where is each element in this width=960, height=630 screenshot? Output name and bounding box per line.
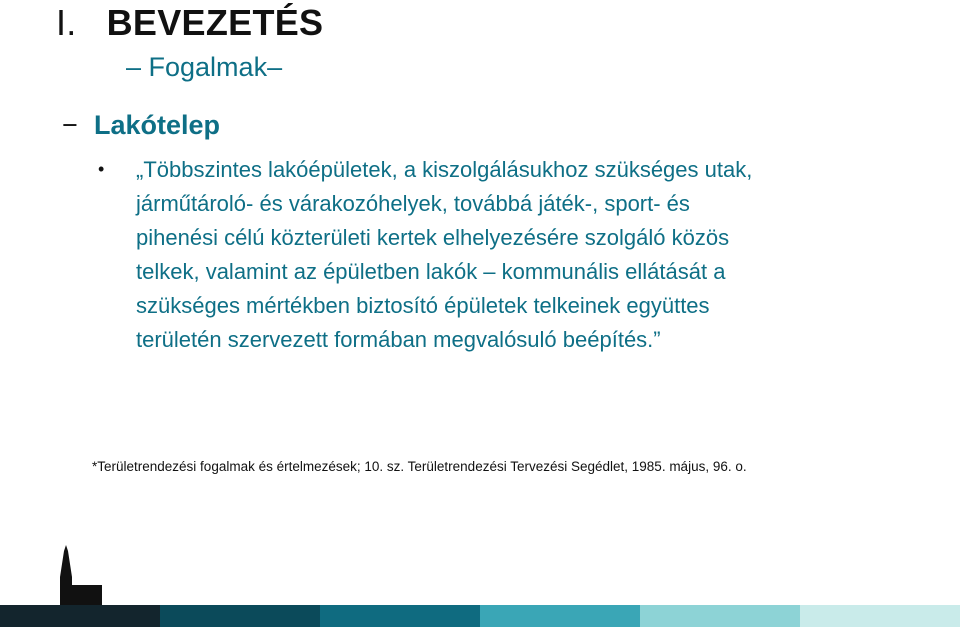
footer-bar-segment [320, 605, 480, 627]
footer-bar-segment [480, 605, 640, 627]
definition-line: járműtároló- és várakozóhelyek, továbbá játék-, sport- és [136, 191, 690, 216]
definition-line: „Többszintes lakóépületek, a kiszolgálásukhoz szükséges utak, [136, 157, 753, 182]
footer-bar-segment [160, 605, 320, 627]
title-number: I. [56, 2, 77, 43]
title-text: BEVEZETÉS [106, 2, 324, 43]
church-tower-icon [56, 545, 106, 607]
heading-dash: − [62, 110, 78, 140]
definition-paragraph [136, 153, 876, 357]
definition-line: telkek, valamint az épületben lakók – kommunális ellátását a [136, 259, 726, 284]
footer-bar-segment [640, 605, 800, 627]
bullet-marker: • [98, 159, 105, 179]
church-tower-shape [60, 545, 102, 607]
slide-subtitle: – Fogalmak– [126, 52, 283, 82]
footer-bar-segment [0, 605, 160, 627]
definition-line: pihenési célú közterületi kertek elhelyezésére szolgáló közös [136, 225, 730, 250]
footer-color-bar [0, 605, 960, 627]
footer-bar-segment [800, 605, 960, 627]
heading-text: Lakótelep [94, 110, 221, 140]
definition-line: területén szervezett formában megvalósuló beépítés.” [136, 327, 661, 352]
definition-line: szükséges mértékben biztosító épületek telkeinek együttes [136, 293, 710, 318]
footnote: *Területrendezési fogalmak és értelmezések; 10. sz. Területrendezési Tervezési Segédlet, 1985. május, 96. o. [92, 459, 747, 474]
section-heading [62, 110, 220, 141]
slide-title [56, 2, 323, 44]
